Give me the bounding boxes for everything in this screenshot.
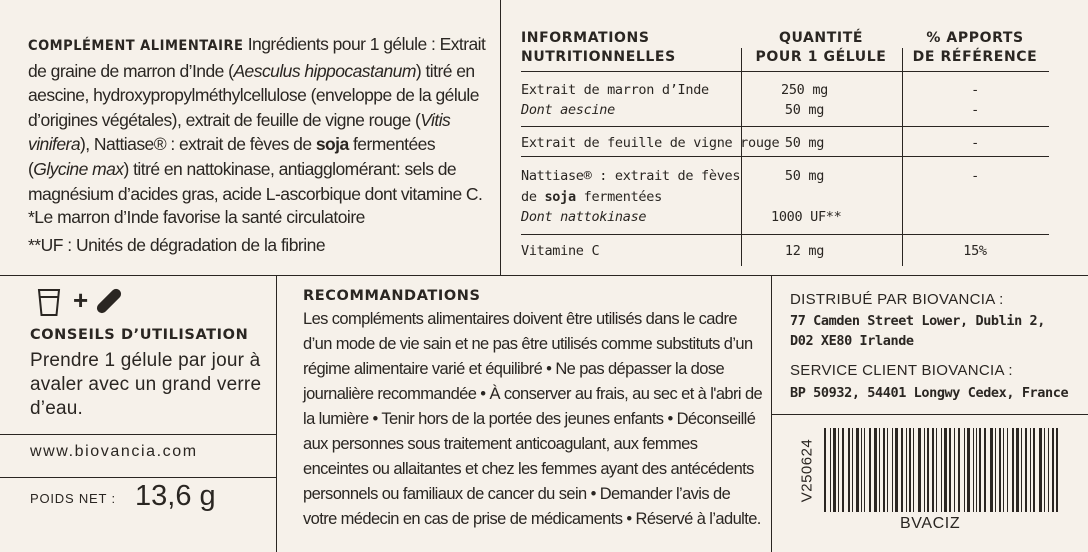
- divider-vertical-top: [500, 0, 501, 275]
- ingredients-text: fermentées (: [28, 134, 436, 179]
- barcode-bar: [901, 428, 903, 512]
- table-row-label: Dont nattokinase: [521, 209, 647, 225]
- barcode-bar: [964, 428, 965, 512]
- table-row-quantity: 12 mg: [784, 243, 825, 259]
- footnote-marron: *Le marron d’Inde favorise la santé circulatoire: [28, 207, 365, 227]
- barcode-bar: [990, 428, 993, 512]
- recommendations-text: Les compléments alimentaires doivent être utilisés dans le cadre d’un mode de vie sain et ne pas être utilisés comme substituts d’un régime alimentaire varié et équilibré • Ne pas dépasser la dose journalière recommandée • À conserver au frais, au sec et à l'abri de la lumière • Tenir hors de la portée des jeunes enfants • Déconseillé aux personnes sous traitement anticoagulant, aux femmes enceintes ou allaitantes et chez les femmes ayant des antécédents personnels ou familiaux de cancer du sein • Demander l’avis de votre médecin en cas de prise de médicaments • Réservé à l’adulte.: [303, 310, 763, 528]
- distributor-address-line2: D02 XE80 Irlande: [790, 333, 914, 349]
- ingredients-heading: COMPLÉMENT ALIMENTAIRE: [28, 38, 244, 54]
- barcode-bar: [848, 428, 850, 512]
- divider-distributor-barcode: [771, 414, 1088, 415]
- allergen-soja: soja: [544, 189, 576, 205]
- barcode-bar: [918, 428, 921, 512]
- barcode-bar: [967, 428, 970, 512]
- vertical-code-text: V250624: [798, 438, 816, 503]
- table-row-label: Vitamine C: [521, 243, 600, 259]
- table-row-label: Extrait de feuille de vigne rouge: [521, 135, 780, 151]
- barcode-bar: [824, 428, 826, 512]
- table-header-line: % APPORTS: [926, 30, 1024, 46]
- table-header-line: QUANTITÉ: [778, 30, 864, 46]
- table-header-quantity: [747, 29, 895, 67]
- barcode-bar: [838, 428, 839, 512]
- table-header-information: [521, 29, 676, 67]
- website-link[interactable]: www.biovancia.com: [30, 443, 198, 460]
- barcode-bar: [830, 428, 831, 512]
- barcode-bar: [879, 428, 880, 512]
- capsule-icon: [96, 288, 122, 314]
- barcode-bar: [856, 428, 859, 512]
- vertical-code: [796, 428, 818, 516]
- barcode-bar: [874, 428, 877, 512]
- table-row-rule: [521, 234, 1049, 235]
- table-header-line: NUTRITIONNELLES: [521, 49, 676, 65]
- table-column-rule: [741, 48, 742, 266]
- usage-title: CONSEILS D’UTILISATION: [30, 327, 249, 343]
- divider-horizontal-main: [0, 275, 1088, 276]
- barcode-bar: [909, 428, 911, 512]
- barcode-bar: [1007, 428, 1008, 512]
- table-row-reference: -: [971, 135, 979, 151]
- usage-text: Prendre 1 gélule par jour à avaler avec un grand verre d’eau.: [30, 350, 262, 419]
- barcode-bar: [1039, 428, 1042, 512]
- divider-website-weight: [0, 477, 276, 478]
- barcode-bar: [1025, 428, 1027, 512]
- barcode-bar: [1052, 428, 1054, 512]
- barcode-bar: [892, 428, 893, 512]
- distributor-label: DISTRIBUÉ PAR BIOVANCIA :: [790, 291, 1004, 308]
- net-weight-label: POIDS NET :: [30, 491, 116, 506]
- table-row-quantity: 50 mg: [784, 102, 825, 118]
- table-header-rule: [521, 71, 1049, 72]
- table-row-quantity: 1000 UF**: [771, 209, 842, 225]
- table-row-quantity: 250 mg: [781, 82, 828, 98]
- barcode-bar: [883, 428, 885, 512]
- barcode-bar: [895, 428, 898, 512]
- ingredients-text: Ingrédients pour 1 gélule : Extrait de graine de marron d’Inde (: [28, 34, 486, 81]
- table-row-label: Nattiase® : extrait de fèves: [521, 168, 741, 184]
- table-header-reference: [902, 29, 1048, 67]
- recommendations-title: RECOMMANDATIONS: [303, 288, 481, 304]
- ingredients-text: ) titré en aescine, hydroxypropylméthylcellulose (enveloppe de la gélule d’origines végétales), extrait de feuille de vigne rouge (: [28, 60, 479, 130]
- barcode-bar: [949, 428, 951, 512]
- barcode-bar: [1048, 428, 1049, 512]
- distributor-address-line1: 77 Camden Street Lower, Dublin 2,: [790, 313, 1046, 329]
- barcode-bar: [995, 428, 996, 512]
- ingredients-latin-name: Vitis vinifera: [28, 109, 451, 155]
- ingredients-paragraph: [28, 32, 492, 206]
- barcode: [824, 428, 1060, 512]
- glass-icon: [36, 287, 62, 317]
- barcode-bar: [1033, 428, 1035, 512]
- table-row-quantity: 50 mg: [784, 135, 825, 151]
- barcode-bar: [1030, 428, 1031, 512]
- barcode-bar: [1003, 428, 1004, 512]
- barcode-bar: [976, 428, 977, 512]
- table-row-label: Extrait de marron d’Inde: [521, 82, 709, 98]
- table-row-reference: -: [971, 168, 979, 184]
- barcode-bar: [944, 428, 947, 512]
- table-row-rule: [521, 126, 1049, 127]
- ingredients-text: ), Nattiase® : extrait de fèves de: [80, 134, 316, 155]
- barcode-bar: [979, 428, 981, 512]
- footnote-uf: **UF : Unités de dégradation de la fibrine: [28, 235, 326, 255]
- table-header-line: DE RÉFÉRENCE: [912, 49, 1038, 65]
- barcode-bar: [833, 428, 836, 512]
- customer-service-label: SERVICE CLIENT BIOVANCIA :: [790, 362, 1013, 379]
- barcode-bar: [887, 428, 888, 512]
- table-row-label-text: de: [521, 189, 545, 205]
- net-weight-value: 13,6 g: [135, 480, 216, 512]
- barcode-bar: [1044, 428, 1045, 512]
- table-header-line: INFORMATIONS: [521, 30, 650, 46]
- allergen-soja: soja: [315, 134, 349, 155]
- barcode-bar: [1016, 428, 1019, 512]
- table-row-reference: -: [971, 82, 979, 98]
- barcode-bar: [936, 428, 937, 512]
- barcode-bar: [842, 428, 844, 512]
- barcode-bar: [973, 428, 974, 512]
- customer-service-address: BP 50932, 54401 Longwy Cedex, France: [790, 385, 1069, 401]
- ingredients-latin-name: Aesculus hippocastanum: [233, 60, 416, 81]
- table-header-line: POUR 1 GÉLULE: [755, 49, 887, 65]
- ingredients-latin-name: Glycine max: [33, 158, 124, 179]
- barcode-bar: [852, 428, 853, 512]
- table-row-reference: 15%: [963, 243, 987, 259]
- barcode-bar: [924, 428, 925, 512]
- ingredients-text: ) titré en nattokinase, antiagglomérant: sels de magnésium d’acides gras, acide L-ascorbique dont vitamine C.: [28, 158, 483, 204]
- table-row-reference: -: [971, 102, 979, 118]
- barcode-code: BVACIZ: [900, 515, 961, 532]
- barcode-bar: [927, 428, 929, 512]
- barcode-bar: [932, 428, 934, 512]
- barcode-bar: [958, 428, 960, 512]
- divider-usage-website: [0, 434, 276, 435]
- barcode-bar: [984, 428, 986, 512]
- barcode-bar: [1021, 428, 1022, 512]
- divider-vertical-bottom-left: [276, 275, 277, 552]
- barcode-bar: [906, 428, 907, 512]
- table-row-quantity: 50 mg: [784, 168, 825, 184]
- barcode-bar: [999, 428, 1001, 512]
- barcode-bar: [941, 428, 942, 512]
- table-row-label: Dont aescine: [521, 102, 615, 118]
- barcode-bar: [869, 428, 871, 512]
- barcode-bar: [861, 428, 862, 512]
- barcode-bar: [1056, 428, 1058, 512]
- barcode-bar: [1012, 428, 1014, 512]
- table-row-rule: [521, 156, 1049, 157]
- barcode-bar: [913, 428, 914, 512]
- plus-icon: +: [73, 285, 89, 315]
- table-row-label-text: fermentées: [575, 189, 662, 205]
- barcode-bar: [954, 428, 955, 512]
- barcode-bar: [864, 428, 865, 512]
- table-row-label-continued: [521, 188, 662, 207]
